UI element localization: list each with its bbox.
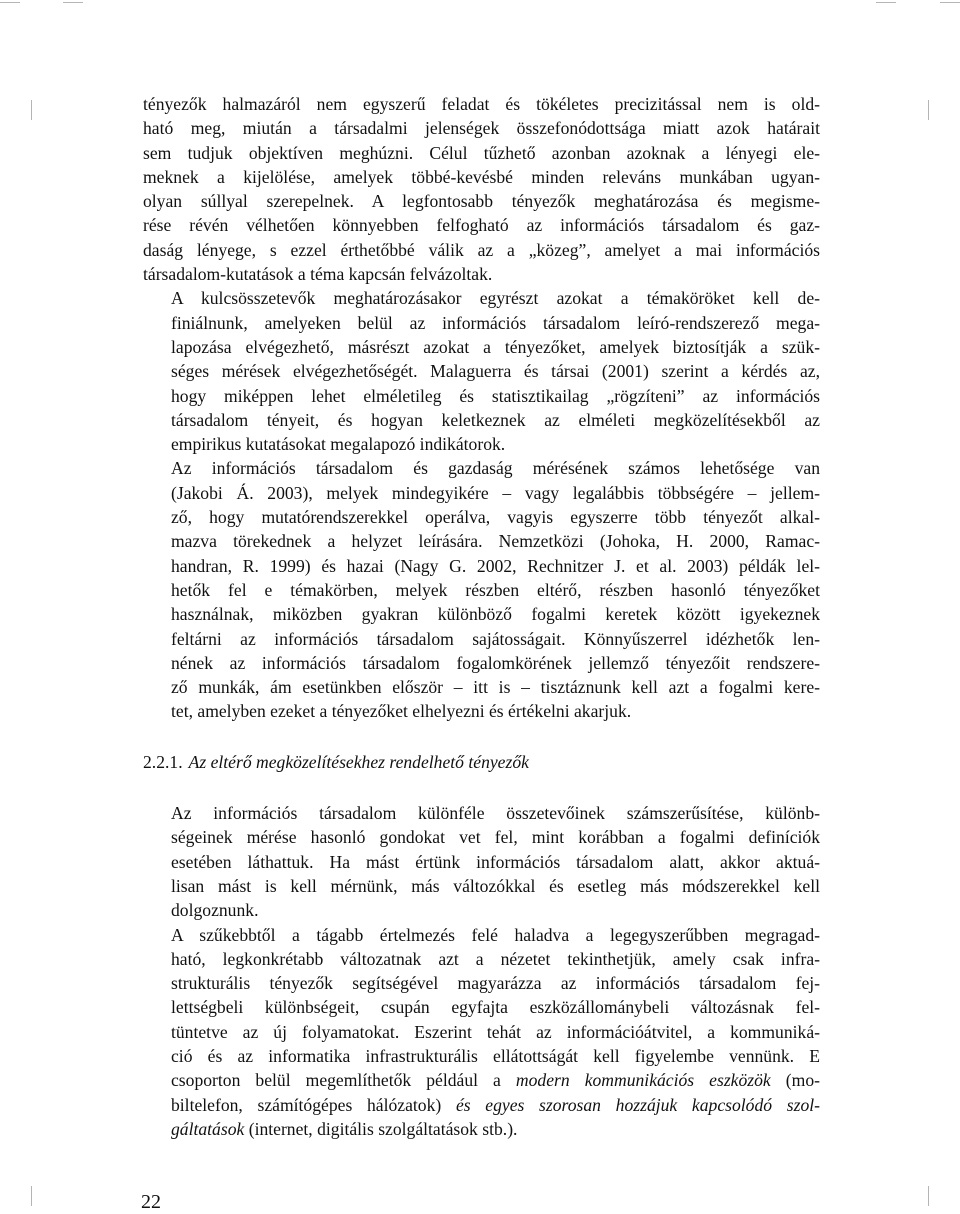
text-line: ző munkák, ám esetünkben először – itt is – tisztáznunk kell azt a fogalmi kere- (171, 677, 820, 698)
text-line: A szűkebbtől a tágabb értelmezés felé haladva a legegyszerűbben megragad- (171, 924, 820, 945)
text-line: daság lényege, s ezzel érthetőbbé válik az a „közeg”, amelyet a mai információs (143, 239, 820, 260)
crop-mark-left-lower (31, 1186, 32, 1206)
section-number: 2.2.1. (143, 751, 183, 772)
text-line: empirikus kutatásokat megalapozó indikátorok. (171, 434, 506, 455)
text-line: társadalom-kutatások a téma kapcsán felvázoltak. (143, 264, 493, 285)
crop-mark-top-left-b (63, 2, 83, 3)
text-line: tényezők halmazáról nem egyszerű feladat és tökéletes precizitással nem is old- (143, 94, 820, 114)
paragraph-1 (143, 92, 820, 286)
crop-mark-top-right-a (876, 2, 896, 3)
section-heading (143, 750, 820, 774)
text-line: tüntetve az új folyamatokat. Eszerint tehát az információátvitel, a kommuniká- (171, 1021, 820, 1042)
text-line-rich (143, 1117, 820, 1141)
text-line-rich (143, 1068, 820, 1092)
text-line: (Jakobi Á. 2003), melyek mindegyikére – vagy legalábbis többségére – jellem- (171, 482, 820, 503)
page-number: 22 (141, 1191, 161, 1213)
text-line: sem tudjuk objektíven meghúzni. Célul tűzhető azonban azoknak a lényegi ele- (143, 142, 820, 163)
text-line: hetők fel e témakörben, melyek részben eltérő, részben hasonló tényezőket (171, 579, 820, 600)
text-line: lapozása elvégezhető, másrészt azokat a tényezőket, amelyek biztosítják a szük- (171, 336, 820, 357)
text-line: rése révén vélhetően könnyebben felfogható az információs társadalom és gaz- (143, 215, 820, 236)
italic-run: modern kommunikációs eszközök (515, 1070, 771, 1091)
text-line: ző, hogy mutatórendszerekkel operálva, vagyis egyszerre több tényezőt alkal- (171, 507, 820, 528)
text-line: Az információs társadalom különféle összetevőinek számszerűsítése, különb- (171, 803, 820, 824)
text-line: használnak, miközben gyakran különböző fogalmi keretek között igyekeznek (171, 604, 820, 625)
text-line: nének az információs társadalom fogalomkörének jellemző tényezőit rendszere- (171, 652, 820, 673)
crop-mark-top-right-b (940, 2, 960, 3)
text-line: esetében láthattuk. Ha mást értünk információs társadalom alatt, akkor aktuá- (171, 851, 820, 872)
text-line: ségeinek mérése hasonló gondokat vet fel, mint korábban a fogalmi definíciók (171, 827, 820, 848)
text-run: biltelefon, számítógépes hálózatok) (171, 1094, 456, 1115)
text-line: ható, legkonkrétabb változatnak azt a nézetet tekinthetjük, amely csak infra- (171, 948, 820, 969)
text-line: társadalom tényeit, és hogyan keletkeznek az elméleti megközelítésekből az (171, 409, 820, 430)
crop-mark-left-upper (31, 100, 32, 120)
text-line: Az információs társadalom és gazdaság mérésének számos lehetősége van (171, 458, 820, 479)
text-line: strukturális tényezők segítségével magyarázza az információs társadalom fej- (171, 973, 820, 994)
text-line: dolgoznunk. (171, 900, 259, 921)
paragraph-2 (143, 286, 820, 456)
text-line: lisan mást is kell mérnünk, más változókkal és esetleg más módszerekkel kell (171, 875, 820, 896)
text-line: ció és az informatika infrastrukturális ellátottságát kell figyelembe vennünk. E (171, 1045, 820, 1066)
crop-mark-right-lower (928, 1186, 929, 1206)
paragraph-5 (143, 923, 820, 1142)
text-line: ható meg, miután a társadalmi jelenségek összefonódottsága miatt azok határait (143, 118, 820, 139)
text-run: csoporton belül megemlíthetők például a (171, 1070, 516, 1091)
text-line: meknek a kijelölése, amelyek többé-kevésbé minden releváns munkában ugyan- (143, 166, 820, 187)
text-line: handran, R. 1999) és hazai (Nagy G. 2002, Rechnitzer J. et al. 2003) példák lel- (171, 555, 820, 576)
paragraph-3 (143, 456, 820, 723)
italic-run: gáltatások (171, 1118, 245, 1139)
text-line: olyan súllyal szerepelnek. A legfontosabb tényezők meghatározása és megisme- (143, 191, 820, 212)
crop-mark-right-upper (928, 100, 929, 120)
paragraph-4 (143, 801, 820, 922)
italic-run: és egyes szorosan hozzájuk kapcsolódó szol- (455, 1094, 821, 1115)
text-run: (internet, digitális szolgáltatások stb.). (244, 1118, 518, 1139)
page-body (143, 92, 820, 1141)
text-line: hogy miképpen lehet elméletileg és statisztikailag „rögzíteni” az információs (171, 385, 820, 406)
text-line: feltárni az információs társadalom sajátosságait. Könnyűszerrel idézhetők len- (171, 628, 820, 649)
crop-mark-top-left-a (0, 2, 20, 3)
text-run: (mo- (770, 1070, 820, 1091)
section-title: Az eltérő megközelítésekhez rendelhető tényezők (188, 751, 529, 772)
text-line-rich (143, 1093, 820, 1117)
text-line: tet, amelyben ezeket a tényezőket elhelyezni és értékelni akarjuk. (171, 701, 632, 722)
text-line: finiálnunk, amelyeken belül az információs társadalom leíró-rendszerező mega- (171, 312, 820, 333)
text-line: lettségbeli különbségeit, csupán egyfajta eszközállománybeli változásnak fel- (171, 997, 820, 1018)
text-line: mazva törekednek a helyzet leírására. Nemzetközi (Johoka, H. 2000, Ramac- (171, 531, 820, 552)
text-line: A kulcsösszetevők meghatározásakor egyrészt azokat a témaköröket kell de- (171, 288, 820, 309)
text-line: séges mérések elvégezhetőségét. Malaguerra és társai (2001) szerint a kérdés az, (171, 361, 820, 382)
